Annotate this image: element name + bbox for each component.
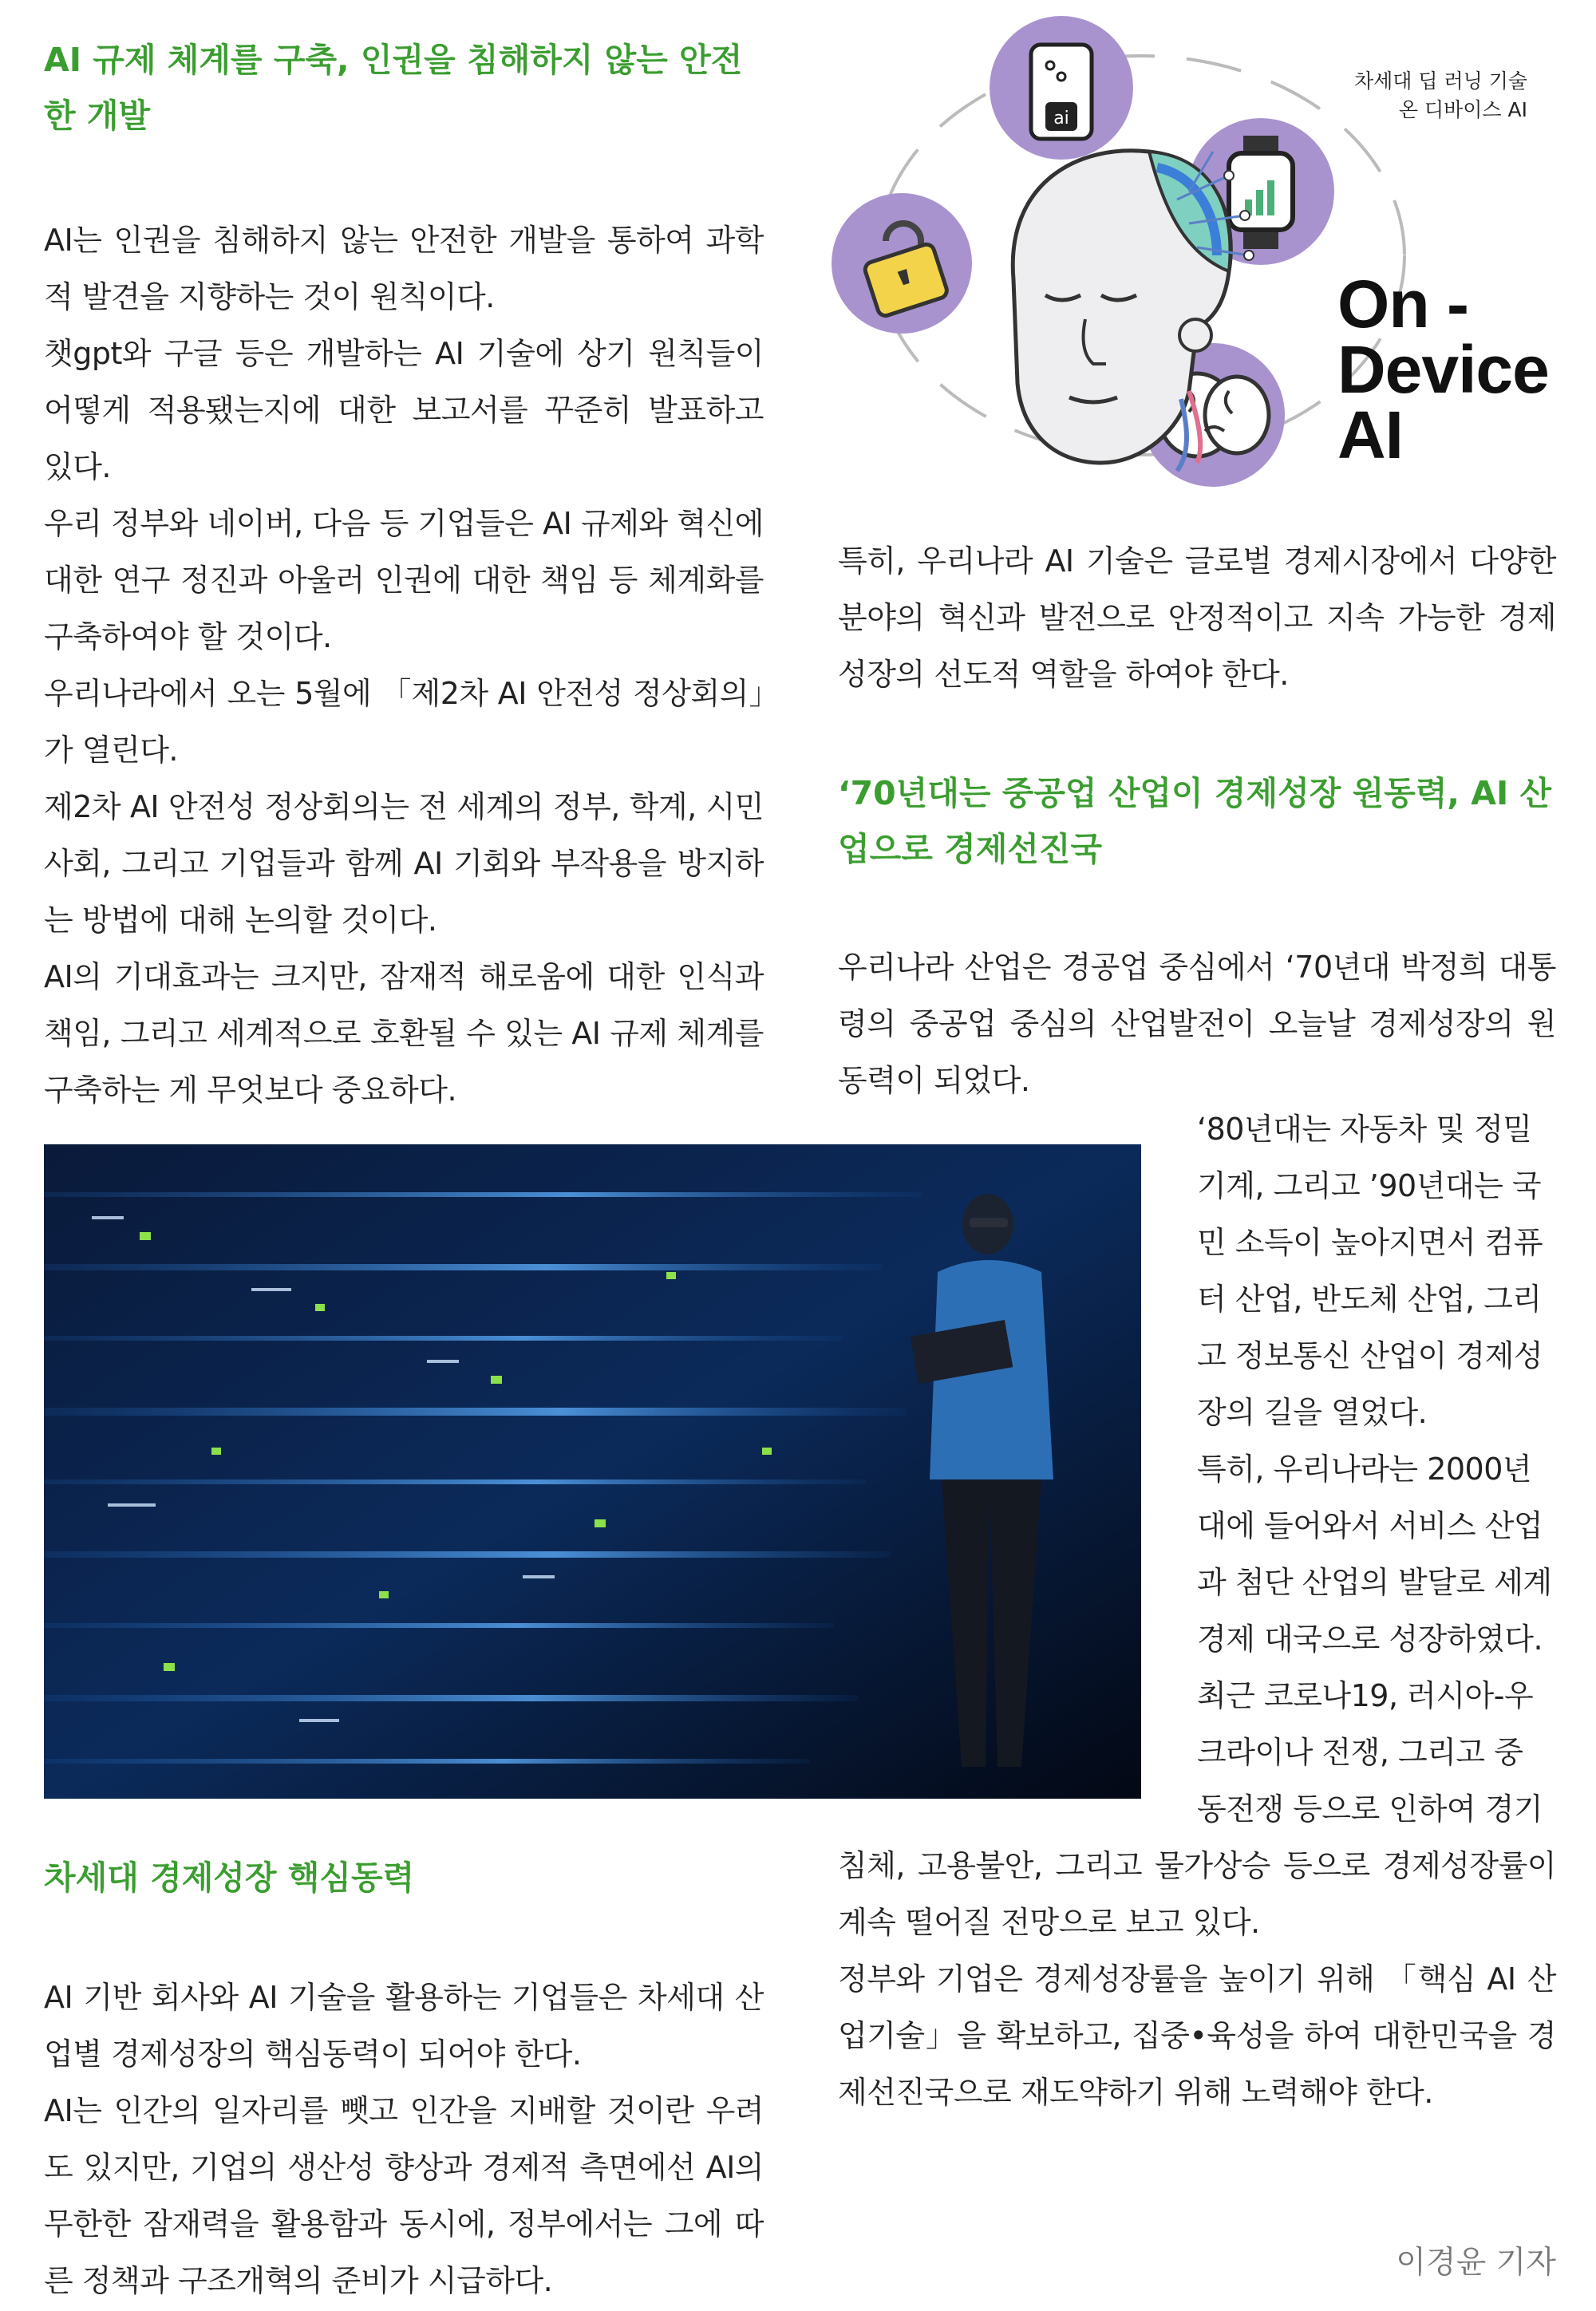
right-column-top [838, 533, 1556, 1109]
section-1 [44, 32, 764, 1119]
heading-line: 차세대 경제성장 핵심동력 [44, 1859, 415, 1897]
illustration-caption [1354, 67, 1527, 124]
reporter-byline: 이경윤 기자 [1396, 2245, 1556, 2281]
paragraph: AI의 기대효과는 크지만, 잠재적 해로움에 대한 인식과 책임, 그리고 세계적으로 호환될 수 있는 AI 규제 체계를 구축하는 게 무엇보다 중요하다. [44, 959, 764, 1108]
phone-ai-label: ai [1053, 109, 1069, 128]
section-1-heading [44, 32, 764, 144]
paragraph: 우리나라 산업은 경공업 중심에서 ‘70년대 박정희 대통령의 중공업 중심의 산업발전이 오늘날 경제성장의 원동력이 되었다. [838, 950, 1556, 1098]
section-2-continuation [838, 1838, 1556, 2121]
caption-line: 온 디바이스 AI [1398, 98, 1527, 121]
section-3-heading [44, 1850, 764, 1906]
lock-icon [832, 193, 972, 334]
text-line: 동전쟁 등으로 인하여 경기 [1197, 1792, 1543, 1827]
section-2-intro [838, 939, 1556, 1109]
section-1-body [44, 212, 764, 1119]
paragraph: 제2차 AI 안전성 정상회의는 전 세계의 정부, 학계, 시민사회, 그리고 기업들과 함께 AI 기회와 부작용을 방지하는 방법에 대해 논의할 것이다. [44, 789, 764, 938]
text-line: 장의 길을 열었다. [1197, 1395, 1428, 1430]
paragraph: 정부와 기업은 경제성장률을 높이기 위해 「핵심 AI 산업기술」을 확보하고, 집중•육성을 하여 대한민국을 경제선진국으로 재도약하기 위해 노력해야 한다. [838, 1961, 1556, 2110]
text-line: 대에 들어와서 서비스 산업 [1197, 1508, 1543, 1543]
section-2-heading [838, 765, 1556, 877]
on-device-ai-title [1337, 267, 1549, 472]
text-line: 고 정보통신 산업이 경제성 [1197, 1338, 1543, 1373]
paragraph: 특히, 우리나라 AI 기술은 글로벌 경제시장에서 다양한 분야의 혁신과 발전으로 안정적이고 지속 가능한 경제성장의 선도적 역할을 하여야 한다. [838, 543, 1556, 692]
paragraph: 챗gpt와 구글 등은 개발하는 AI 기술에 상기 원칙들이 어떻게 적용됐는지에 대한 보고서를 꾸준히 발표하고 있다. [44, 336, 764, 484]
heading-line: ‘70년대는 중공업 산업이 경제성장 원동력, AI 산 [838, 774, 1552, 812]
paragraph: AI는 인간의 일자리를 뺏고 인간을 지배할 것이란 우려도 있지만, 기업의 생산성 향상과 경제적 측면에선 AI의 무한한 잠재력을 활용함과 동시에, 정부에서는 그에 따른 정책과 구조개혁의 준비가 시급하다. [44, 2093, 764, 2298]
paragraph: 침체, 고용불안, 그리고 물가상승 등으로 경제성장률이 계속 떨어질 전망으로 보고 있다. [838, 1848, 1556, 1940]
text-line: 크라이나 전쟁, 그리고 중 [1197, 1735, 1523, 1770]
text-line: 경제 대국으로 성장하였다. [1197, 1622, 1543, 1657]
caption-line: 차세대 딥 러닝 기술 [1353, 69, 1527, 93]
text-line: 기계, 그리고 ’90년대는 국 [1197, 1168, 1542, 1203]
title-line: On - [1337, 267, 1468, 342]
right-intro-body [838, 533, 1556, 703]
section-3 [44, 1850, 764, 2309]
text-line: ‘80년대는 자동차 및 정밀 [1197, 1112, 1532, 1147]
text-line: 특히, 우리나라는 2000년 [1197, 1452, 1532, 1487]
heading-line: AI 규제 체계를 구축, 인권을 침해하지 않는 안전 [44, 41, 743, 79]
section-3-body [44, 1969, 764, 2309]
server-room-image [44, 1144, 1141, 1799]
text-line: 터 산업, 반도체 산업, 그리 [1197, 1282, 1542, 1317]
title-line: Device [1337, 332, 1549, 407]
heading-line: 업으로 경제선진국 [838, 830, 1103, 868]
text-line: 최근 코로나19, 러시아-우 [1197, 1678, 1534, 1713]
phone-icon [990, 16, 1133, 160]
text-line: 민 소득이 높아지면서 컴퓨 [1197, 1225, 1543, 1260]
section-2-narrow-text [1197, 1101, 1556, 1838]
paragraph: AI 기반 회사와 AI 기술을 활용하는 기업들은 차세대 산업별 경제성장의 핵심동력이 되어야 한다. [44, 1980, 764, 2072]
text-line: 과 첨단 산업의 발달로 세계 [1197, 1565, 1552, 1600]
heading-line: 한 개발 [44, 97, 151, 135]
paragraph: 우리 정부와 네이버, 다음 등 기업들은 AI 규제와 혁신에 대한 연구 정진과 아울러 인권에 대한 책임 등 체계화를 구축하여야 할 것이다. [44, 506, 764, 654]
title-line: AI [1337, 397, 1403, 472]
data-center-photo [44, 1144, 1141, 1799]
paragraph: 우리나라에서 오는 5월에 「제2차 AI 안전성 정상회의」가 열린다. [44, 676, 764, 768]
paragraph: AI는 인권을 침해하지 않는 안전한 개발을 통하여 과학적 발견을 지향하는 것이 원칙이다. [44, 223, 764, 314]
